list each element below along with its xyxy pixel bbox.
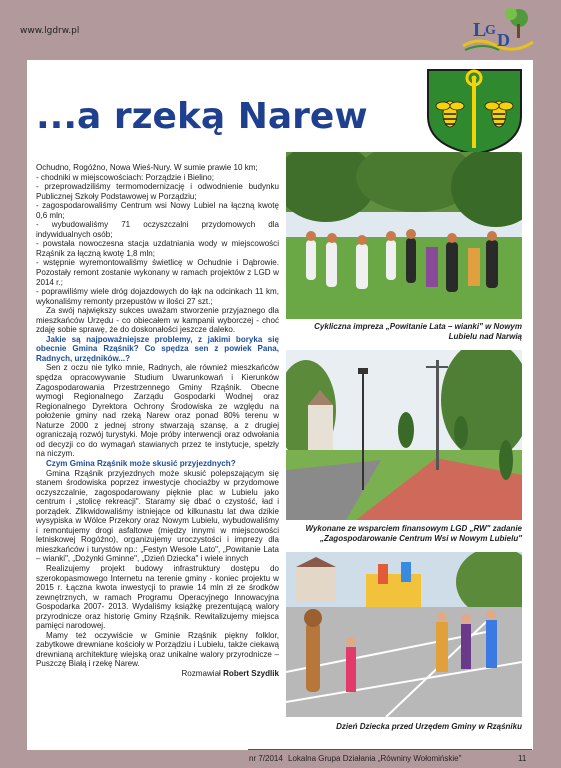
- photo-wianki-festival: [286, 152, 522, 319]
- svg-text:G: G: [485, 23, 496, 38]
- signature-prefix: Rozmawiał: [181, 668, 221, 678]
- lgd-logo: [459, 6, 535, 54]
- body-paragraph: Ochudno, Rogóźno, Nowa Wieś-Nury. W sumie prawie 10 km;: [36, 163, 258, 172]
- interview-question: Jakie są najpoważniejsze problemy, z jakimi boryka się obecnie Gmina Rząśnik? Co spędza sen z powiek Pana, Radnych, urzędników...?: [36, 334, 279, 363]
- body-paragraph: - powstała nowoczesna stacja uzdatniania wody w miejscowości Rząśnik za łączną kwotę 1,8 mln;: [36, 239, 279, 258]
- body-paragraph: - wstępnie wyremontowaliśmy świetlicę w Ochudnie i Dąbrowie. Pozostały remont zostanie wykonany w ramach projektów z LGD w 2014 r.;: [36, 258, 279, 287]
- body-paragraph: - poprawiliśmy wiele dróg dojazdowych do łąk na odcinkach 11 km, wykonaliśmy remonty przepustów w ilości 27 szt.;: [36, 287, 279, 306]
- issue-number: nr 7/2014: [249, 754, 283, 763]
- body-paragraph: - chodniki w miejscowościach: Porządzie i Bielino;: [36, 172, 214, 182]
- body-paragraph: Sen z oczu nie tylko mnie, Radnych, ale również mieszkańców spędza opracowywanie Studium Uwarunkowań i Kierunków Zagospodarowania Przestrzennego Gminy Rząśnik. Obecne wymogi Regionalnego Zarządu Gospodarki Wodnej oraz Regionalnego Dyrektora Ochrony Środowiska ze względu na położenie gminy nad rzeką Narew oraz ponad 80% terenu w Naturze 2000 z jednej strony stwarzają szansę, a z drugiej ograniczają rozwój turystyki. Moje próby interwencji oraz odwołania od decyzji co do wymagań stawianych przez te instytucje, spełzły na niczym.: [36, 363, 279, 459]
- body-paragraph: Za swój największy sukces uważam stworzenie przyjaznego dla mieszkańców Urzędu - co obiecałem w kampanii wyborczej - choć zdaję sobie sprawę, że do doskonałości jeszcze daleko.: [36, 306, 279, 335]
- interview-question: Czym Gmina Rząśnik może skusić przyjezdnych?: [46, 458, 236, 468]
- coat-of-arms: [426, 68, 523, 155]
- author-signature: [36, 669, 279, 679]
- photo-village-centre: [286, 350, 522, 520]
- body-paragraph: - zagospodarowaliśmy Centrum wsi Nowy Lubiel na łączną kwotę 0,6 mln;: [36, 201, 279, 220]
- organization-name: Lokalna Grupa Działania „Równiny Wołomińskie": [288, 754, 462, 763]
- photo-1-caption: Cykliczna impreza „Powitanie Lata – wianki" w Nowym Lubielu nad Narwią: [314, 322, 522, 341]
- page-number: 11: [518, 754, 527, 763]
- article-title: ...a rzeką Narew: [36, 96, 368, 137]
- photo-2-caption: Wykonane ze wsparciem finansowym LGD „RW" zadanie „Zagospodarowanie Centrum Wsi w Nowym Lubielu": [305, 524, 522, 543]
- svg-text:L: L: [473, 19, 487, 41]
- photo-3-caption: Dzień Dziecka przed Urzędem Gminy w Rząśniku: [336, 722, 522, 731]
- body-paragraph: - wybudowaliśmy 71 oczyszczalni przydomowych dla indywidualnych osób;: [36, 220, 279, 239]
- signature-name: Robert Szydlik: [223, 668, 279, 678]
- site-url[interactable]: www.lgdrw.pl: [20, 26, 80, 36]
- body-paragraph: Mamy też oczywiście w Gminie Rząśnik piękny folklor, zabytkowe drewniane kościoły w Porządziu i Lubielu, także ciekawą drewnianą architekturę wiejską oraz unikalne walory przyrodnicze – Puszczę Białą i rzekę Narew.: [36, 630, 279, 669]
- article-body: [36, 163, 279, 679]
- svg-text:D: D: [497, 30, 510, 50]
- body-paragraph: Gmina Rząśnik przyjezdnych może skusić polepszającym się stanem środowiska poprzez inwestycje chociażby w przydomowe oczyszczalnie, zagospodarowany pięknie plac w Lubielu jako centrum i „stolicę rekreacji". Staramy się dbać o czystość, ład i porządek. Zlikwidowaliśmy istniejące od kilkunastu lat dwa dzikie wysypiska w Wólce Przekory oraz Nowym Lubielu, wybudowaliśmy i remontujemy drogi asfaltowe (między innymi w miejscowości letniskowej Rogóźno), organizujemy uroczystości i imprezy dla mieszkańców i turystów np.: „Festyn Wesołe Lato", „Powitanie Lata – wianki", „Dożynki Gminne", „Dzień Dziecka" i wiele innych: [36, 468, 279, 564]
- body-paragraph: Realizujemy projekt budowy infrastruktury dostępu do szerokopasmowego Internetu na terenie gminy - koniec projektu w 2015 r. Łączna kwota inwestycji to prawie 14 mln zł ze środków zewnętrznych, w ramach Programu Operacyjnego Innowacyjna Gospodarka 2007- 2013. Wydaliśmy książkę prezentującą walory przyrodnicze oraz historię Gminy Rząśnik. Rewitalizujemy miejsca pamięci narodowej.: [36, 563, 279, 631]
- footer-rule: [248, 749, 532, 750]
- photo-childrens-day: [286, 552, 522, 717]
- body-paragraph: - przeprowadziliśmy termomodernizację i odwodnienie budynku Publicznej Szkoły Podstawowej w Porządziu;: [36, 182, 279, 201]
